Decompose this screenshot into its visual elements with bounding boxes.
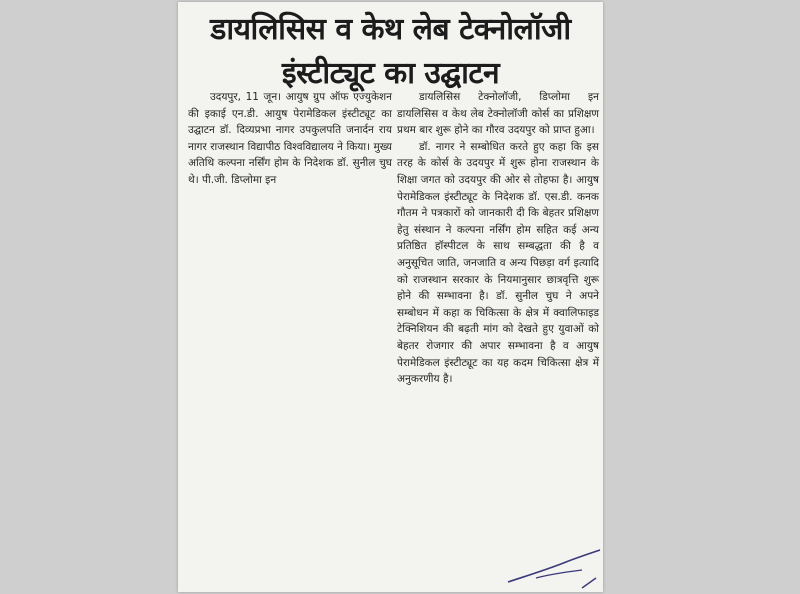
article-column-left	[188, 89, 392, 189]
right-paragraph-1: डायलिसिस टेक्नोलॉजी, डिप्लोमा इन डायलिसिस व केथ लेब टेक्नोलॉजी कोर्स का प्रशिक्षण प्रथम बार शुरू होने का गौरव उदयपुर को प्राप्त हुआ।	[397, 91, 599, 137]
headline-line-1: डायलिसिस व केथ लेब टेक्नोलॉजी	[210, 12, 571, 47]
left-paragraph-1: उदयपुर, 11 जून। आयुष ग्रुप ऑफ एज्युकेशन की इकाई एन.डी. आयुष पेरामेडिकल इंस्टीट्यूट का उद्घाटन डॉ. दिव्यप्रभा नागर उपकुलपति जनार्दन राय नागर राजस्थान विद्यापीठ विश्वविद्यालय ने किया। मुख्य अतिथि कल्पना नर्सिंग होम के निदेशक डॉ. सुनील चुघ थे। पी.जी. डिप्लोमा इन	[188, 91, 392, 186]
headline-line-2: इंस्टीट्यूट का उद्घाटन	[281, 56, 500, 91]
handwritten-signature-mark	[496, 548, 603, 592]
article-column-right	[397, 89, 599, 388]
newspaper-clipping	[178, 2, 603, 592]
right-paragraph-2: डॉ. नागर ने सम्बोधित करते हुए कहा कि इस तरह के कोर्स के उदयपुर में शुरू होना राजस्थान के शिक्षा जगत को उदयपुर की ओर से तोहफा है। आयुष पेरामेडिकल इंस्टीट्यूट के निदेशक डॉ. एस.डी. कनक गौतम ने पत्रकारों को जानकारी दी कि बेहतर प्रशिक्षण हेतु संस्थान ने कल्पना नर्सिंग होम सहित कई अन्य प्रतिष्ठित हॉस्पीटल के साथ सम्बद्धता की है व अनुसूचित जाति, जनजाति व अन्य पिछड़ा वर्ग इत्यादि को राजस्थान सरकार के नियमानुसार छात्रवृत्ति शुरू होने की सम्भावना है। डॉ. सुनील चुघ ने अपने सम्बोधन में कहा क चिकित्सा के क्षेत्र में क्वालिफाइड टेक्निशियन की बढ़ती मांग को देखते हुए युवाओं को बेहतर रोजगार की अपार सम्भावना है व आयुष पेरामेडिकल इंस्टीट्यूट का यह कदम चिकित्सा क्षेत्र में अनुकरणीय है।	[397, 140, 599, 386]
